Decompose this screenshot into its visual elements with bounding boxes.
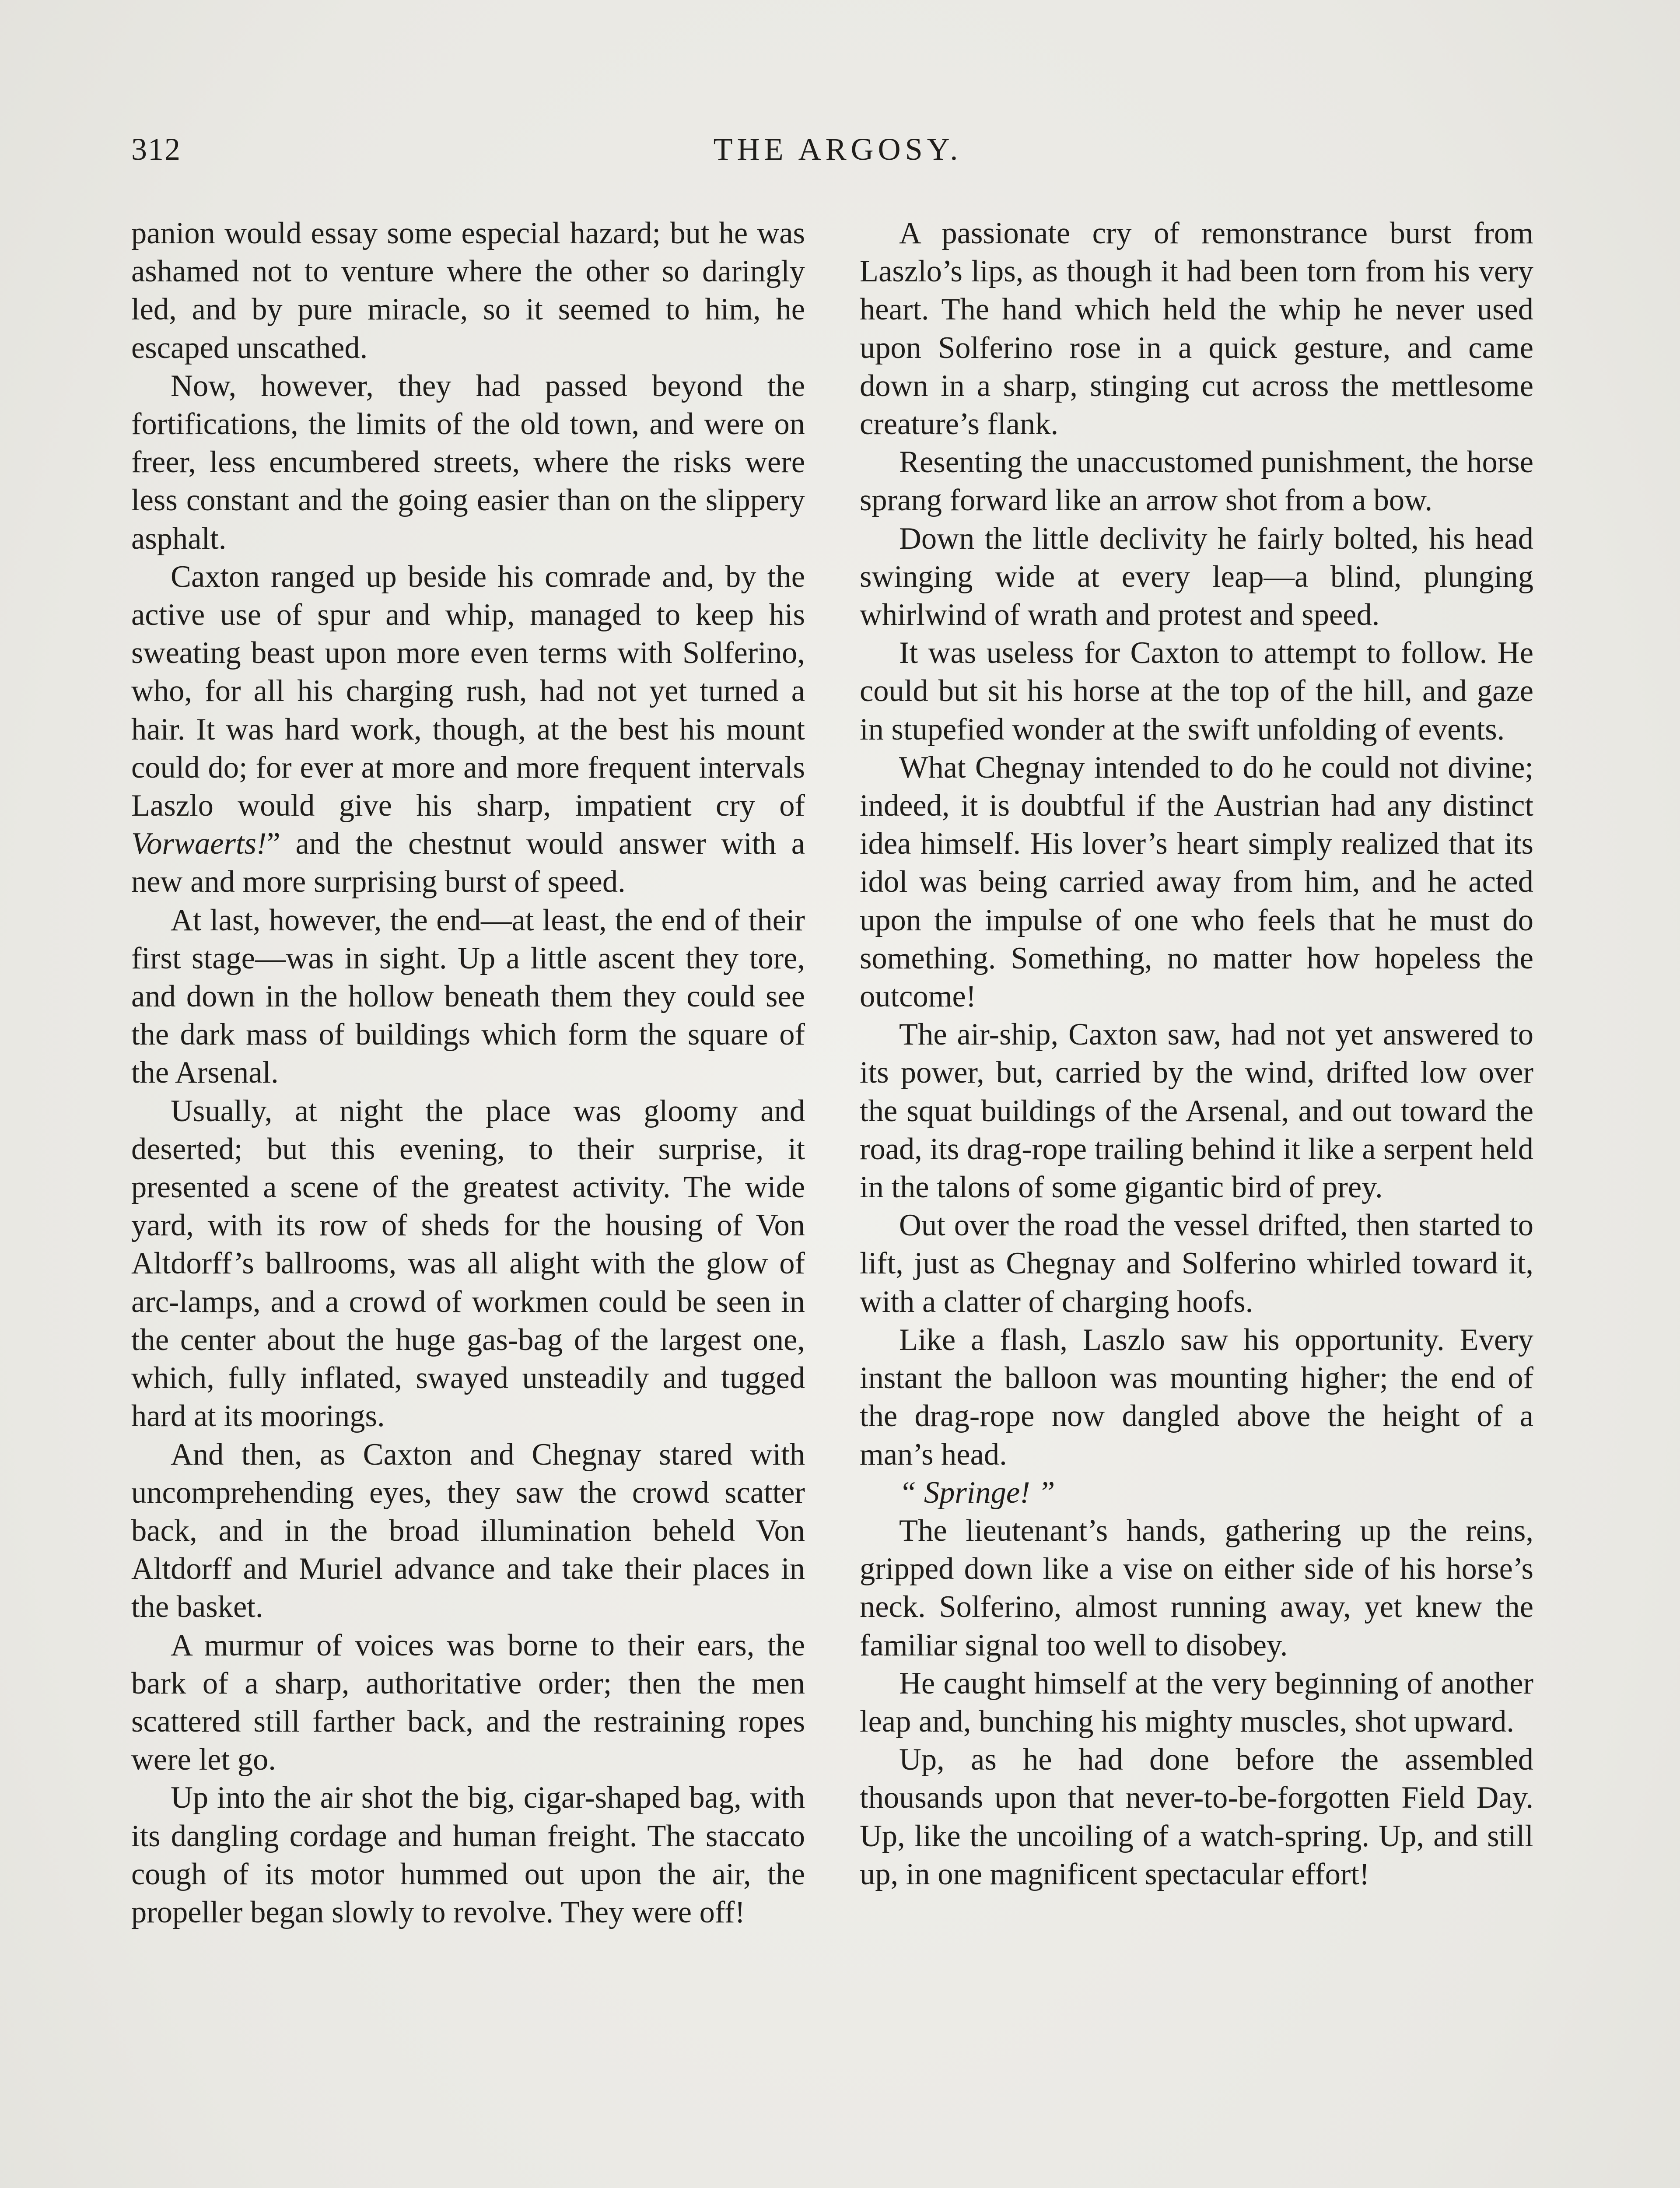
paragraph bbox=[131, 1627, 805, 1779]
paragraph-text: It was useless for Caxton to attempt to follow. He could but sit his horse at the top of the hill, and gaze in stupefied wonder at the swift unfolding of events. bbox=[860, 636, 1533, 747]
italic-text: Vorwaerts! bbox=[131, 827, 267, 861]
paragraph-text: Now, however, they had passed beyond the fortifications, the limits of the old town, and were on freer, less encumbered streets, where the risks were less constant and the going easier than on the slippery asphalt. bbox=[131, 368, 805, 556]
paragraph-text: panion would essay some especial hazard; but he was ashamed not to venture where the other so daringly led, and by pure miracle, so it seemed to him, he escaped unscathed. bbox=[131, 216, 805, 365]
paragraph-text: Caxton ranged up beside his comrade and, by the active use of spur and whip, managed to keep his sweating beast upon more even terms with Solferino, who, for all his charging rush, had not yet turned a hair. It was hard work, though, at the best his mount could do; for ever at more and more frequent intervals Laszlo would give his sharp, impatient cry of bbox=[131, 559, 805, 823]
paragraph bbox=[860, 1474, 1533, 1512]
paragraph-text: Out over the road the vessel drifted, then started to lift, just as Chegnay and Solferino whirled toward it, with a clatter of charging hoofs. bbox=[860, 1208, 1533, 1319]
paragraph bbox=[131, 558, 805, 901]
paragraph-text: A passionate cry of remonstrance burst from Laszlo’s lips, as though it had been torn from his very heart. The hand which held the whip he never used upon Solferino rose in a quick gesture, and came down in a sharp, stinging cut across the mettlesome creature’s flank. bbox=[860, 216, 1533, 442]
paragraph-text: Up, as he had done before the assembled thousands upon that never-to-be-forgotten Field Day. Up, like the uncoiling of a watch-spring. Up, and still up, in one magnificent spectacular effort! bbox=[860, 1743, 1533, 1891]
paragraph bbox=[860, 1206, 1533, 1321]
running-title: THE ARGOSY. bbox=[713, 132, 962, 167]
paragraph bbox=[860, 443, 1533, 519]
paragraph-text-continued: ” and the chestnut would answer with a new and more surprising burst of speed. bbox=[131, 827, 805, 899]
paragraph bbox=[131, 1436, 805, 1627]
paragraph-text: Like a flash, Laszlo saw his opportunity. Every instant the balloon was mounting higher; the end of the drag-rope now dangled above the height of a man’s head. bbox=[860, 1322, 1533, 1472]
paragraph-text: The lieutenant’s hands, gathering up the reins, gripped down like a vise on either side of his horse’s neck. Solferino, almost running away, yet knew the familiar signal too well to disobey. bbox=[860, 1513, 1533, 1662]
right-text-column bbox=[860, 214, 1533, 1893]
paragraph-text: At last, however, the end—at least, the end of their first stage—was in sight. Up a little ascent they tore, and down in the hollow beneath them they could see the dark mass of buildings which form the square of the Arsenal. bbox=[131, 903, 805, 1090]
paragraph bbox=[860, 520, 1533, 635]
italic-text: “ Springe! ” bbox=[899, 1475, 1055, 1510]
paragraph bbox=[860, 634, 1533, 749]
paragraph bbox=[131, 1779, 805, 1932]
paragraph-text: Resenting the unaccustomed punishment, the horse sprang forward like an arrow shot from a bow. bbox=[860, 445, 1533, 518]
page-header bbox=[131, 131, 1544, 184]
paragraph bbox=[131, 901, 805, 1092]
paragraph bbox=[860, 214, 1533, 443]
paragraph-text: Usually, at night the place was gloomy and deserted; but this evening, to their surprise, it presented a scene of the greatest activity. The wide yard, with its row of sheds for the housing of Von Altdorff’s ballrooms, was all alight with the glow of arc-lamps, and a crowd of workmen could be seen in the center about the huge gas-bag of the largest one, which, fully inflated, swayed unsteadily and tugged hard at its moorings. bbox=[131, 1094, 805, 1434]
paragraph bbox=[860, 749, 1533, 1016]
paragraph-text: A murmur of voices was borne to their ears, the bark of a sharp, authoritative order; then the men scattered still farther back, and the restraining ropes were let go. bbox=[131, 1628, 805, 1777]
left-text-column bbox=[131, 214, 805, 1932]
paragraph-text: The air-ship, Caxton saw, had not yet answered to its power, but, carried by the wind, drifted low over the squat buildings of the Arsenal, and out toward the road, its drag-rope trailing behind it like a serpent held in the talons of some gigantic bird of prey. bbox=[860, 1017, 1533, 1205]
paragraph-text: Down the little declivity he fairly bolted, his head swinging wide at every leap—a blind, plunging whirlwind of wrath and protest and speed. bbox=[860, 521, 1533, 632]
paragraph bbox=[860, 1741, 1533, 1893]
paragraph-text: He caught himself at the very beginning of another leap and, bunching his mighty muscles, shot upward. bbox=[860, 1666, 1533, 1739]
paragraph bbox=[131, 1092, 805, 1436]
paragraph-text: What Chegnay intended to do he could not divine; indeed, it is doubtful if the Austrian had any distinct idea himself. His lover’s heart simply realized that its idol was being carried away from him, and he acted upon the impulse of one who feels that he must do something. Something, no matter how hopeless the outcome! bbox=[860, 750, 1533, 1014]
paragraph bbox=[131, 367, 805, 558]
paragraph-text: And then, as Caxton and Chegnay stared with uncomprehending eyes, they saw the crowd scatter back, and in the broad illumination beheld Von Altdorff and Muriel advance and take their places in the basket. bbox=[131, 1437, 805, 1624]
paragraph-text: Up into the air shot the big, cigar-shaped bag, with its dangling cordage and human freight. The staccato cough of its motor hummed out upon the air, the propeller began slowly to revolve. They were off! bbox=[131, 1781, 805, 1929]
paragraph bbox=[131, 214, 805, 367]
paragraph bbox=[860, 1512, 1533, 1665]
page-number: 312 bbox=[131, 132, 181, 167]
paragraph bbox=[860, 1016, 1533, 1206]
paragraph bbox=[860, 1321, 1533, 1474]
paragraph bbox=[860, 1665, 1533, 1741]
